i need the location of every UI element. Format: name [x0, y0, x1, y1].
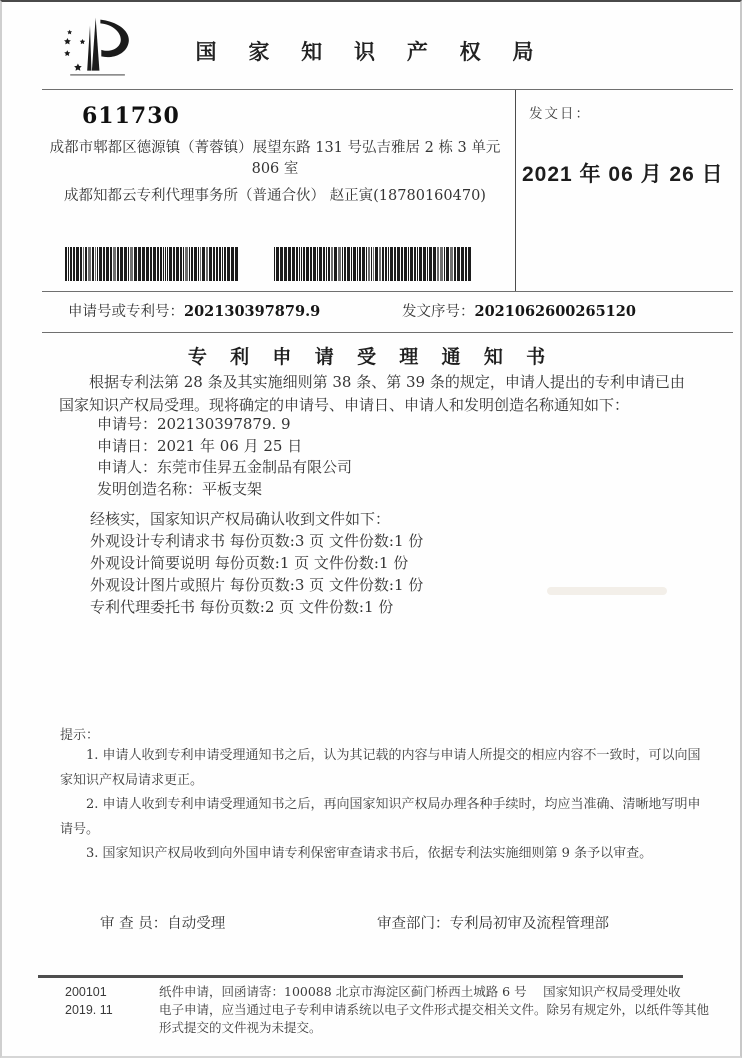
footer-code-line: 200101: [65, 985, 107, 999]
tip-item: 2. 申请人收到专利申请受理通知书之后，再向国家知识产权局办理各种手续时，均应当准确、清晰地写明申请号。: [60, 797, 701, 837]
address-line-2: 806 室: [251, 161, 299, 177]
dispatch-serial-row: [402, 300, 636, 321]
detail-invention-name: 发明创造名称：平板支架: [97, 479, 263, 498]
barcode-serial: [274, 247, 475, 281]
scan-artifact: [547, 587, 667, 595]
mid-divider: [42, 291, 733, 292]
document-title: 专 利 申 请 受 理 通 知 书: [187, 347, 555, 368]
dispatch-serial-label: 发文序号：: [402, 304, 475, 320]
application-number-row: [68, 300, 320, 321]
received-item: 外观设计图片或照片 每份页数:3 页 文件份数:1 份: [90, 576, 424, 594]
notice-intro-paragraph: 根据专利法第 28 条及其实施细则第 38 条、第 39 条的规定，申请人提出的专利申请已由国家知识产权局受理。现将确定的申请号、申请日、申请人和发明创造名称通知如下：: [59, 373, 685, 414]
dispatch-date-label: 发文日：: [529, 106, 591, 122]
examiner-row: [100, 912, 225, 933]
footer-code-line: 2019. 11: [65, 1003, 113, 1017]
application-details: [97, 414, 352, 500]
agency-title: 国 家 知 识 产 权 局: [195, 41, 547, 64]
date-box-divider: [515, 90, 516, 291]
received-intro: 经核实，国家知识产权局确认收到文件如下：: [90, 510, 391, 528]
patent-agency-line: 成都知都云专利代理事务所（普通合伙） 赵正寅(18780160470): [64, 188, 486, 204]
footer-form-codes: [65, 983, 113, 1019]
received-item: 专利代理委托书 每份页数:2 页 文件份数:1 份: [90, 598, 394, 616]
detail-application-no: 申请号：202130397879. 9: [97, 415, 291, 433]
footer-instructions: [159, 983, 715, 1037]
footer-electronic-line: 电子申请，应当通过电子专利申请系统以电子文件形式提交相关文件。除另有规定外，以纸件等其他形式提交的文件视为未提交。: [159, 1002, 710, 1035]
examiner-label: 审 查 员：: [100, 916, 168, 932]
tip-item: 1. 申请人收到专利申请受理通知书之后，认为其记载的内容与申请人所提交的相应内容不一致时，可以向国家知识产权局请求更正。: [60, 748, 701, 788]
department-value: 专利局初审及流程管理部: [449, 916, 609, 932]
postal-code: 611730: [82, 103, 180, 129]
tips-list: [60, 744, 712, 867]
application-number-label: 申请号或专利号：: [68, 304, 184, 320]
received-documents: [90, 508, 423, 618]
department-label: 审查部门：: [377, 916, 450, 932]
dispatch-date-value: 2021 年 06 月 26 日: [522, 163, 724, 186]
received-item: 外观设计简要说明 每份页数:1 页 文件份数:1 份: [90, 554, 409, 572]
department-row: [377, 912, 609, 933]
detail-applicant: 申请人：东莞市佳昇五金制品有限公司: [97, 458, 353, 476]
barcode-application: [65, 247, 241, 281]
dispatch-serial-value: 2021062600265120: [474, 303, 636, 320]
address-line-1: 成都市郫都区德源镇（菁蓉镇）展望东路 131 号弘吉雅居 2 栋 3 单元: [49, 140, 501, 156]
received-item: 外观设计专利请求书 每份页数:3 页 文件份数:1 份: [90, 532, 424, 550]
tip-item: 3. 国家知识产权局收到向外国申请专利保密审查请求书后，依据专利法实施细则第 9 条予以审查。: [86, 846, 653, 861]
tips-label: 提示：: [60, 728, 100, 743]
detail-application-date: 申请日：2021 年 06 月 25 日: [97, 436, 303, 455]
footer-divider: [38, 975, 683, 978]
recipient-address: [49, 138, 501, 180]
application-number-value: 202130397879.9: [184, 303, 321, 320]
header-divider: [42, 89, 733, 90]
footer-paper-line: 纸件申请，回函请寄：100088 北京市海淀区蓟门桥西土城路 6 号 国家知识产权局受理处收: [159, 984, 681, 999]
examiner-value: 自动受理: [167, 916, 226, 932]
reference-divider: [42, 332, 733, 333]
